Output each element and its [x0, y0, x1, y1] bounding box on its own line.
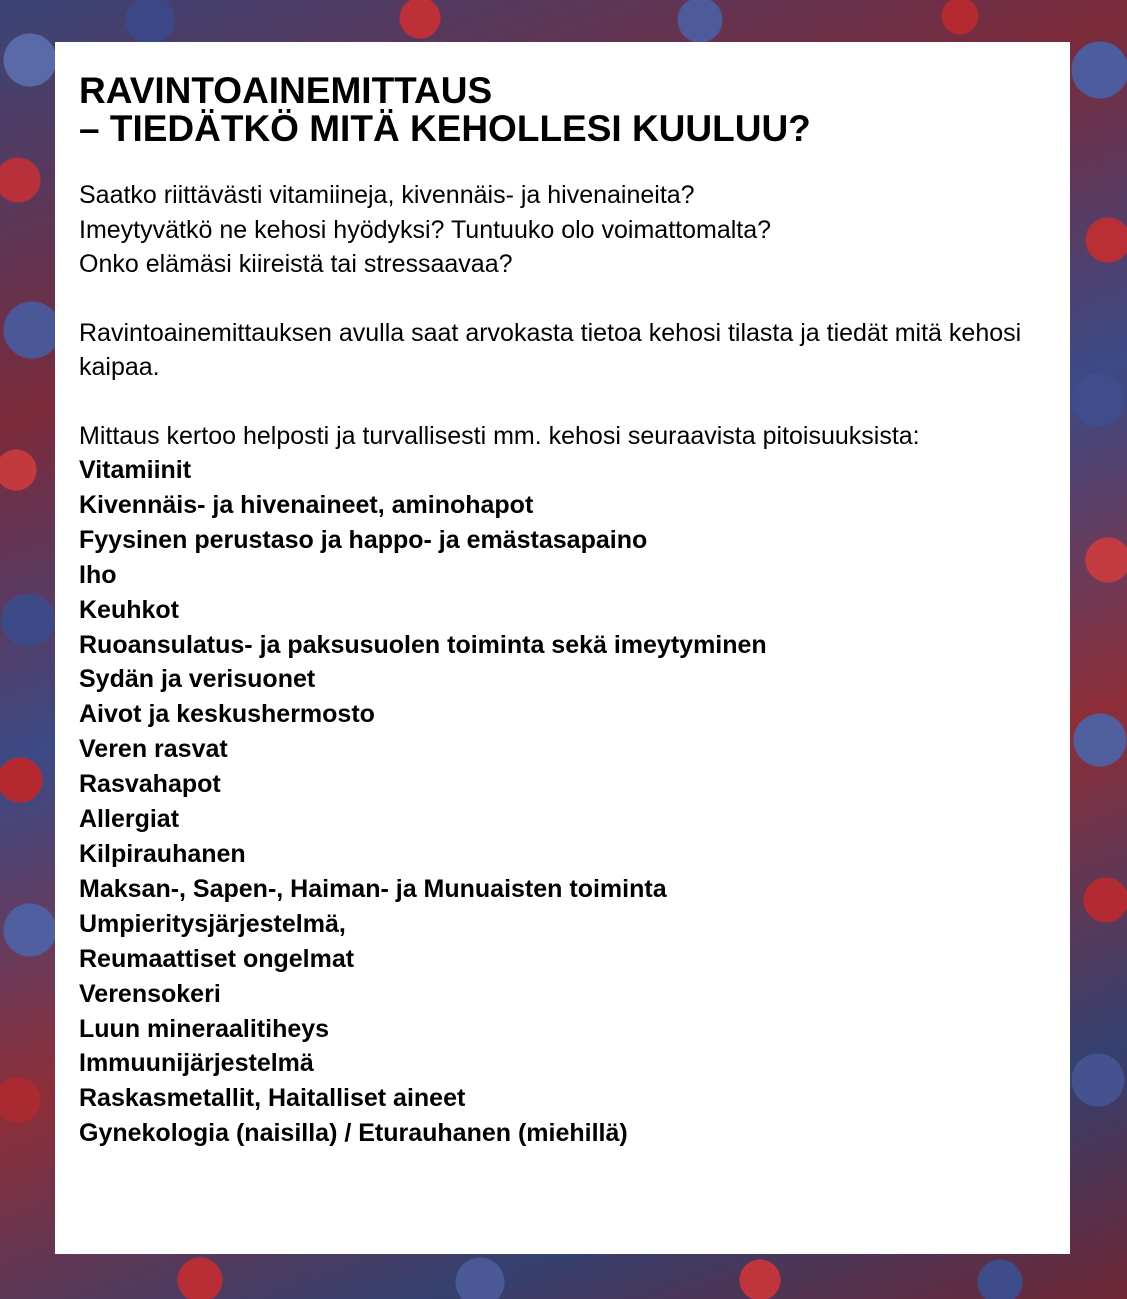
list-item: Fyysinen perustaso ja happo- ja emästasapaino — [79, 525, 648, 554]
intro-line: Imeytyvätkö ne kehosi hyödyksi? Tuntuuko olo voimattomalta? — [79, 215, 772, 244]
list-item: Sydän ja verisuonet — [79, 665, 316, 694]
list-item: Rasvahapot — [79, 770, 221, 799]
title-line-2: – TIEDÄTKÖ MITÄ KEHOLLESI KUULUU? — [79, 108, 811, 149]
list-intro: Mittaus kertoo helposti ja turvallisesti mm. kehosi seuraavista pitoisuuksista: — [79, 421, 920, 450]
list-item: Vitamiinit — [79, 456, 192, 484]
list-item: Gynekologia (naisilla) / Eturauhanen (miehillä) — [79, 1119, 628, 1148]
list-item: Luun mineraalitiheys — [79, 1014, 330, 1043]
title-line-1: RAVINTOAINEMITTAUS — [79, 70, 493, 111]
list-item: Allergiat — [79, 805, 180, 834]
list-item: Iho — [79, 560, 117, 589]
list-item: Immuunijärjestelmä — [79, 1049, 314, 1078]
measurement-list — [79, 453, 1046, 1151]
intro-questions — [79, 178, 1046, 282]
list-item: Aivot ja keskushermosto — [79, 700, 375, 729]
page-title — [79, 72, 1046, 148]
intro-line: Onko elämäsi kiireistä tai stressaavaa? — [79, 250, 513, 278]
list-item: Veren rasvat — [79, 735, 228, 764]
list-item: Umpieritysjärjestelmä, — [79, 909, 346, 938]
list-item: Kilpirauhanen — [79, 839, 246, 868]
list-item: Verensokeri — [79, 979, 221, 1008]
list-item: Ruoansulatus- ja paksusuolen toiminta sekä imeytyminen — [79, 630, 767, 659]
list-item: Reumaattiset ongelmat — [79, 944, 355, 973]
description-paragraph: Ravintoainemittauksen avulla saat arvokasta tietoa kehosi tilasta ja tiedät mitä kehosi kaipaa. — [79, 318, 1022, 381]
list-item: Maksan-, Sapen-, Haiman- ja Munuaisten toiminta — [79, 874, 667, 903]
list-item: Kivennäis- ja hivenaineet, aminohapot — [79, 490, 534, 519]
content-panel — [55, 42, 1070, 1254]
intro-line: Saatko riittävästi vitamiineja, kivennäis- ja hivenaineita? — [79, 181, 695, 209]
list-item: Keuhkot — [79, 595, 179, 624]
list-item: Raskasmetallit, Haitalliset aineet — [79, 1084, 466, 1113]
